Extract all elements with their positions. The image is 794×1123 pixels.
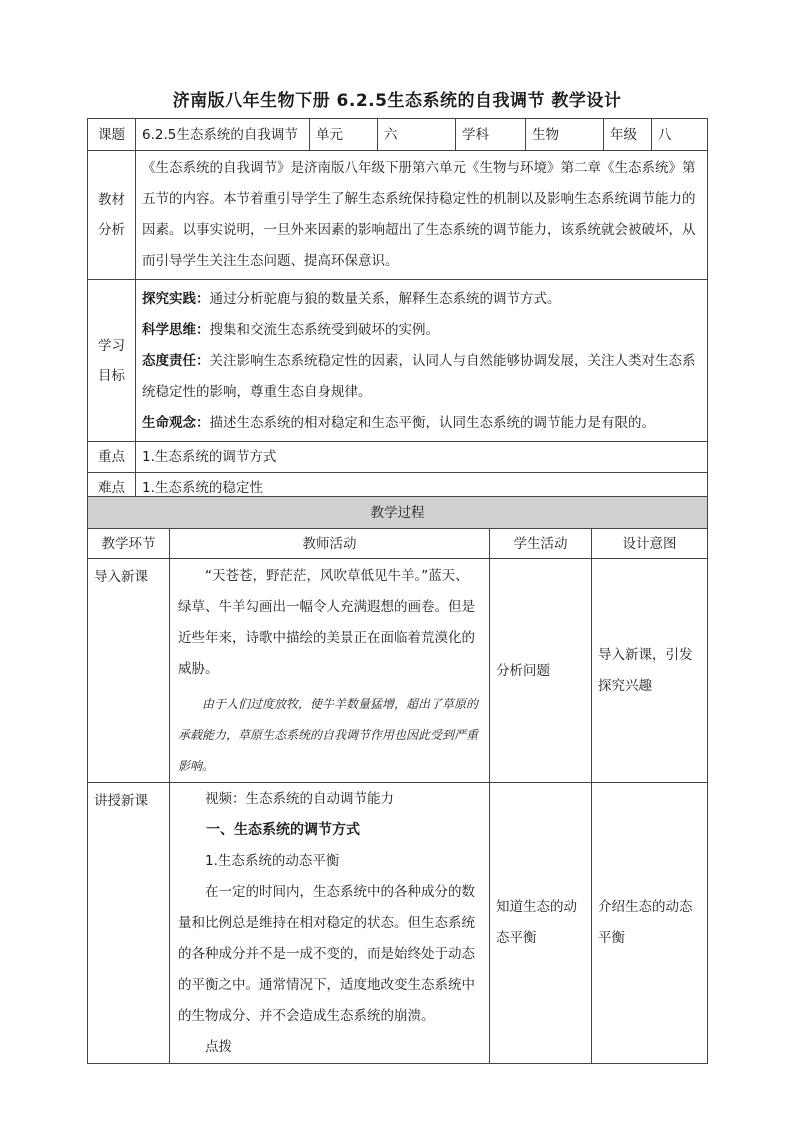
goals-list xyxy=(136,280,708,442)
video-line: 视频：生态系统的自动调节能力 xyxy=(205,791,394,807)
course-label: 课题 xyxy=(88,119,136,151)
key-point-text: 1.生态系统的调节方式 xyxy=(136,442,708,473)
difficulty-label: 难点 xyxy=(88,473,136,504)
body-paragraph: 在一定的时间内，生态系统中的各种成分的数量和比例总是维持在相对稳定的状态。但生态系统的各种成分并不是一成不变的，而是始终处于动态的平衡之中。通常情况下，适度地改变生态系统中的生物成分、并不会造成生态系统的崩溃。 xyxy=(178,884,475,1024)
analysis-label-line1: 教材 xyxy=(98,192,125,208)
goal-head: 态度责任： xyxy=(142,353,210,369)
hint-line: 点拨 xyxy=(205,1039,232,1055)
goal-item xyxy=(142,408,701,439)
intro-poem-paragraph: “天苍苍，野茫茫，风吹草低见牛羊。”蓝天、绿草、牛羊勾画出一幅令人充满遐想的画卷。但是近些年来，诗歌中描绘的美景正在面临着荒漠化的威胁。 xyxy=(178,568,475,677)
goal-item xyxy=(142,284,701,315)
teaching-process-table xyxy=(87,496,708,1064)
col-intent: 设计意图 xyxy=(592,529,708,559)
grade-value: 八 xyxy=(652,119,708,151)
goal-text: 通过分析驼鹿与狼的数量关系，解释生态系统的调节方式。 xyxy=(209,291,561,307)
section-heading: 一、生态系统的调节方式 xyxy=(206,822,360,838)
goals-label-line2: 目标 xyxy=(98,367,125,384)
goals-label-line1: 学习 xyxy=(98,337,125,354)
analysis-label-line2: 分析 xyxy=(98,222,125,238)
col-stage: 教学环节 xyxy=(88,529,170,559)
goal-text: 描述生态系统的相对稳定和生态平衡，认同生态系统的调节能力是有限的。 xyxy=(209,415,655,431)
goal-item xyxy=(142,315,701,346)
goal-text: 搜集和交流生态系统受到破坏的实例。 xyxy=(209,322,439,338)
stage-new: 讲授新课 xyxy=(88,783,170,1064)
student-intro: 分析问题 xyxy=(490,559,592,783)
analysis-label xyxy=(88,151,136,280)
document-title: 济南版八年生物下册 6.2.5生态系统的自我调节 教学设计 xyxy=(172,91,622,111)
grade-label: 年级 xyxy=(604,119,652,151)
teacher-intro xyxy=(170,559,490,783)
course-info-table xyxy=(87,118,708,504)
difficulty-text: 1.生态系统的稳定性 xyxy=(136,473,708,504)
process-header: 教学过程 xyxy=(88,497,708,529)
goal-head: 生命观念： xyxy=(142,415,210,431)
course-value: 6.2.5生态系统的自我调节 xyxy=(136,119,310,151)
unit-value: 六 xyxy=(378,119,456,151)
intro-handwritten-paragraph: 由于人们过度放牧，使牛羊数量猛增，超出了草原的承载能力，草原生态系统的自我调节作用也因此受到严重影响。 xyxy=(178,697,479,773)
goal-head: 探究实践： xyxy=(142,291,210,307)
stage-intro: 导入新课 xyxy=(88,559,170,783)
student-new: 知道生态的动态平衡 xyxy=(490,783,592,1064)
key-point-label: 重点 xyxy=(88,442,136,473)
goal-text: 关注影响生态系统稳定性的因素，认同人与自然能够协调发展，关注人类对生态系统稳定性的影响，尊重生态自身规律。 xyxy=(142,353,696,400)
goal-head: 科学思维： xyxy=(142,322,210,338)
subject-value: 生物 xyxy=(526,119,604,151)
subject-label: 学科 xyxy=(456,119,526,151)
analysis-text: 《生态系统的自我调节》是济南版八年级下册第六单元《生物与环境》第二章《生态系统》第五节的内容。本节着重引导学生了解生态系统保持稳定性的机制以及影响生态系统调节能力的因素。以事实说明，一旦外来因素的影响超出了生态系统的调节能力，该系统就会被破坏，从而引导学生关注生态问题、提高环保意识。 xyxy=(136,151,708,280)
col-student: 学生活动 xyxy=(490,529,592,559)
teacher-new xyxy=(170,783,490,1064)
intent-new: 介绍生态的动态平衡 xyxy=(592,783,708,1064)
subsection-heading: 1.生态系统的动态平衡 xyxy=(205,853,340,869)
goal-item xyxy=(142,346,701,408)
col-teacher: 教师活动 xyxy=(170,529,490,559)
unit-label: 单元 xyxy=(310,119,378,151)
intent-intro: 导入新课，引发探究兴趣 xyxy=(592,559,708,783)
goals-label xyxy=(88,280,136,442)
